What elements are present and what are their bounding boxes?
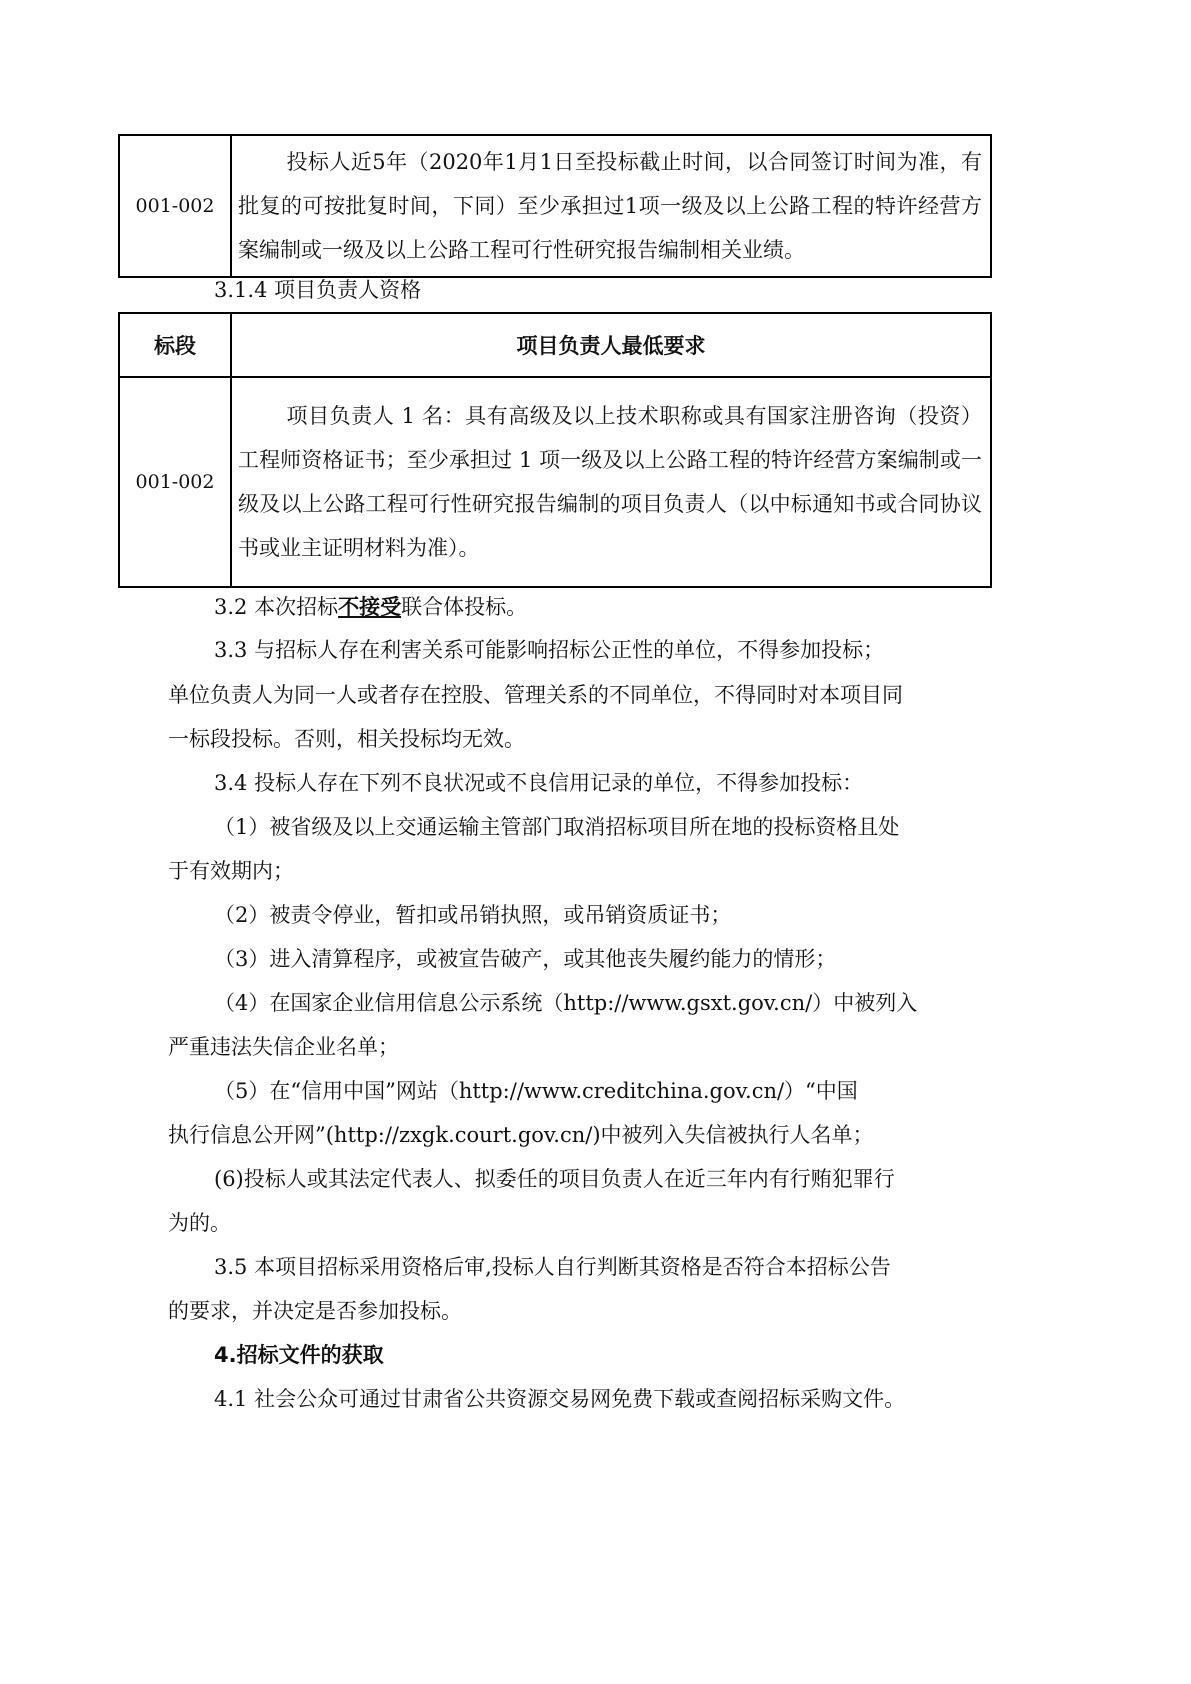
segment-value: 001-002 (135, 195, 215, 217)
paragraph-3-5-line1: 3.5 本项目招标采用资格后审,投标人自行判断其资格是否符合本招标公告 (214, 1255, 891, 1279)
header-segment: 标段 (119, 313, 231, 377)
requirement-text: 项目负责人 1 名：具有高级及以上技术职称或具有国家注册咨询（投资）工程师资格证书；至少承担过 1 项一级及以上公路工程的特许经营方案编制或一级及以上公路工程可行性研究报告编制的项目负责人（以中标通知书或合同协议书或业主证明材料为准）。 (238, 404, 982, 560)
paragraph-3-5-line2: 的要求，并决定是否参加投标。 (168, 1299, 462, 1323)
item-5-line2: 执行信息公开网”(http://zxgk.court.gov.cn/)中被列入失信被执行人名单； (168, 1123, 874, 1147)
item-6-line2: 为的。 (168, 1211, 231, 1235)
paragraph-4-1: 4.1 社会公众可通过甘肃省公共资源交易网免费下载或查阅招标采购文件。 (214, 1387, 906, 1411)
table-header-row (119, 313, 991, 377)
requirement-cell (231, 377, 991, 587)
section-heading-3-1-4: 3.1.4 项目负责人资格 (214, 278, 422, 302)
table-row (119, 377, 991, 587)
paragraph-3-3-line3: 一标段投标。否则，相关投标均无效。 (168, 727, 525, 751)
item-6-line1: (6)投标人或其法定代表人、拟委任的项目负责人在近三年内有行贿犯罪行 (214, 1167, 895, 1191)
p32-emphasis: 不接受 (338, 595, 402, 619)
qualification-table (118, 134, 992, 278)
project-leader-table (118, 312, 992, 588)
p32-suffix: 联合体投标。 (401, 595, 528, 619)
header-requirement: 项目负责人最低要求 (231, 313, 991, 377)
item-2: （2）被责令停业，暂扣或吊销执照，或吊销资质证书； (214, 903, 732, 927)
item-1-line2: 于有效期内； (168, 859, 294, 883)
segment-cell (119, 135, 231, 277)
paragraph-3-2 (214, 597, 527, 618)
segment-cell (119, 377, 231, 587)
section-heading-4: 4.招标文件的获取 (214, 1343, 384, 1367)
item-3: （3）进入清算程序，或被宣告破产，或其他丧失履约能力的情形； (214, 947, 837, 971)
paragraph-3-4: 3.4 投标人存在下列不良状况或不良信用记录的单位，不得参加投标： (214, 771, 864, 795)
requirement-text: 投标人近5年（2020年1月1日至投标截止时间，以合同签订时间为准，有批复的可按批复时间，下同）至少承担过1项一级及以上公路工程的特许经营方案编制或一级及以上公路工程可行性研究报告编制相关业绩。 (238, 150, 982, 262)
table-row (119, 135, 991, 277)
item-5-line1: （5）在“信用中国”网站（http://www.creditchina.gov.cn/）“中国 (214, 1079, 858, 1103)
item-4-line2: 严重违法失信企业名单； (168, 1035, 399, 1059)
paragraph-3-3-line1: 3.3 与招标人存在利害关系可能影响招标公正性的单位，不得参加投标； (214, 638, 885, 662)
paragraph-3-3-line2: 单位负责人为同一人或者存在控股、管理关系的不同单位，不得同时对本项目同 (168, 683, 903, 707)
segment-value: 001-002 (135, 471, 215, 493)
item-4-line1: （4）在国家企业信用信息公示系统（http://www.gsxt.gov.cn/）中被列入 (214, 991, 918, 1015)
item-1-line1: （1）被省级及以上交通运输主管部门取消招标项目所在地的投标资格且处 (214, 815, 900, 839)
requirement-cell (231, 135, 991, 277)
p32-prefix: 3.2 本次招标 (214, 595, 339, 619)
